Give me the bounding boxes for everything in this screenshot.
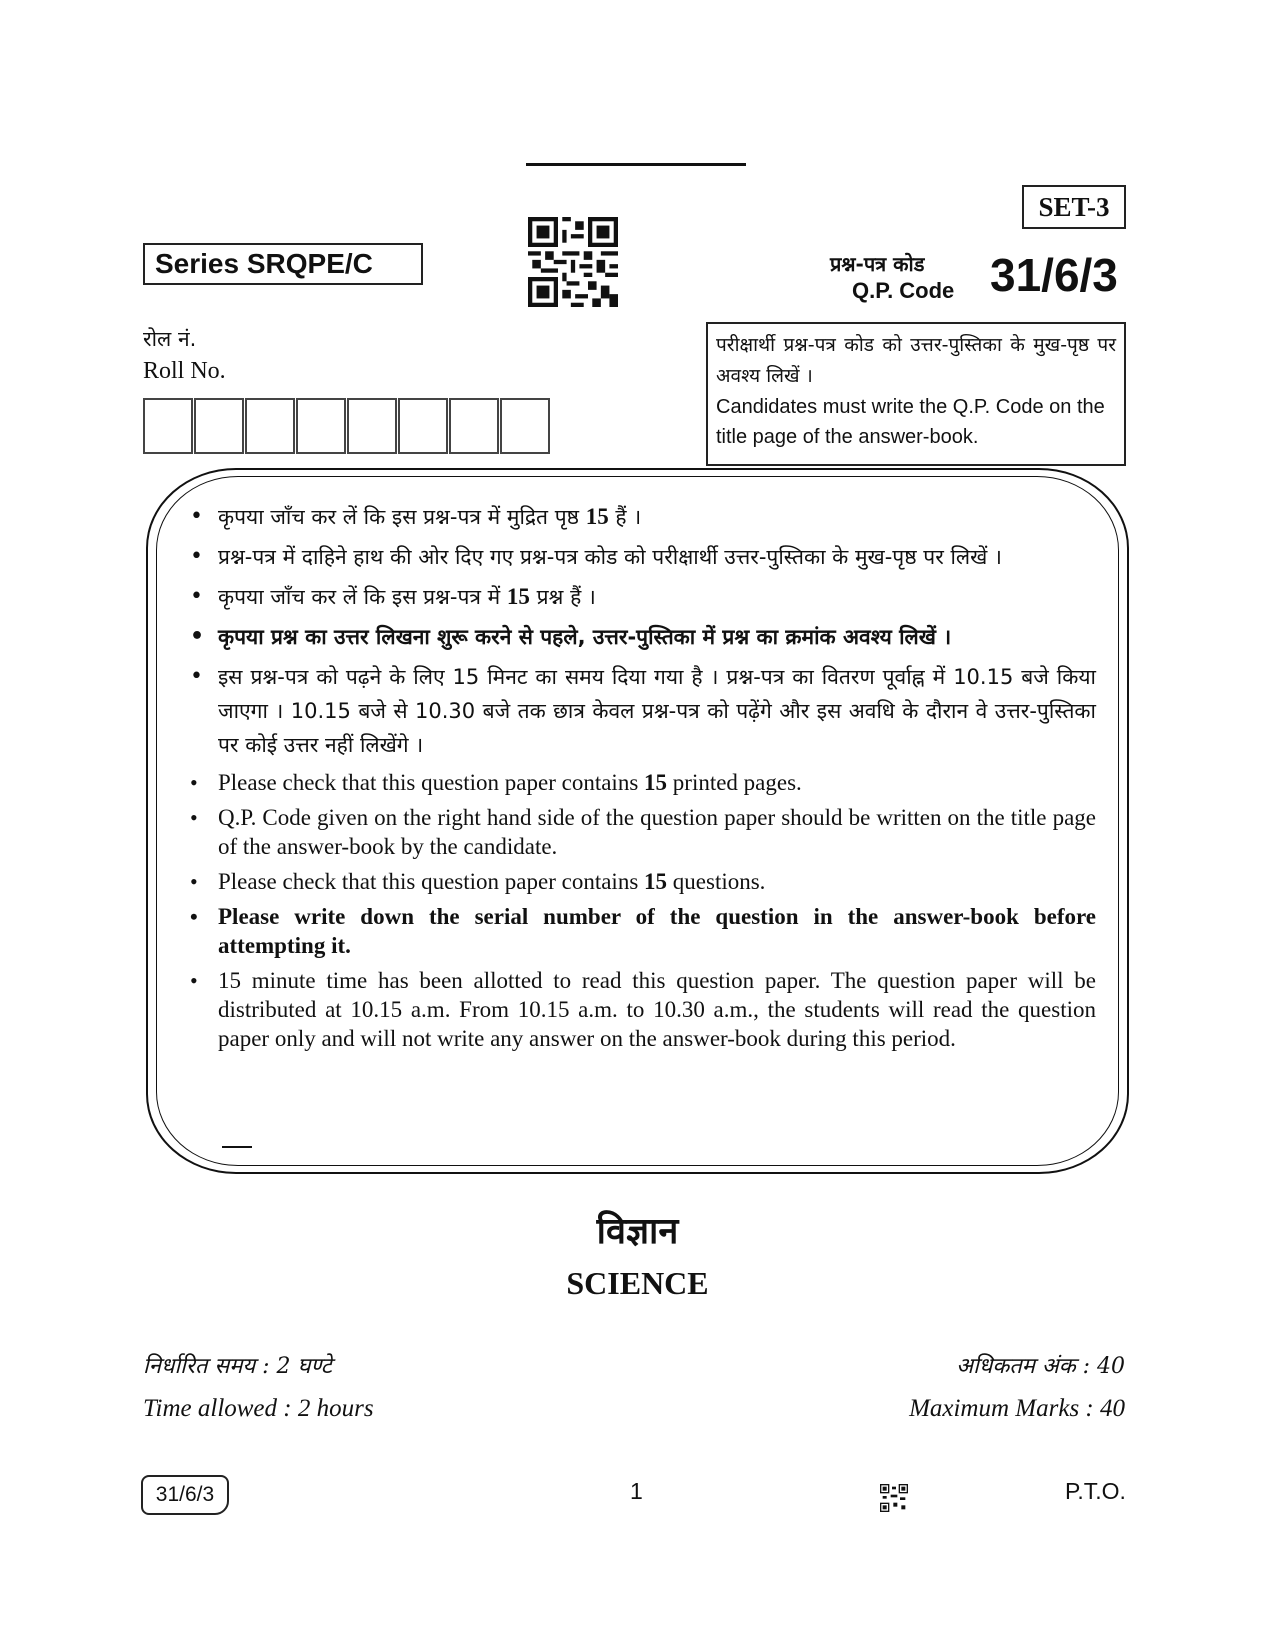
instruction-number: 15	[644, 770, 668, 795]
series-label: Series SRQPE/C	[143, 243, 423, 285]
roll-cell[interactable]	[500, 398, 550, 454]
qp-code: 31/6/3	[990, 249, 1118, 301]
roll-cell[interactable]	[245, 398, 295, 454]
instruction-text: प्रश्न हैं ।	[529, 585, 596, 609]
instructions-list	[186, 500, 1096, 1059]
instruction-text: Please check that this question paper contains	[218, 869, 645, 894]
instruction-item: • प्रश्न-पत्र में दाहिने हाथ की ओर दिए गए प्रश्न-पत्र कोड को परीक्षार्थी उत्तर-पुस्तिका के मुख-पृष्ठ पर लिखें ।	[186, 540, 1096, 574]
qp-code-label-hindi: प्रश्न-पत्र कोड	[830, 252, 925, 276]
instruction-item	[186, 580, 1096, 614]
notice-english: Candidates must write the Q.P. Code on the title page of the answer-book.	[716, 396, 1105, 448]
maximum-marks: Maximum Marks : 40	[909, 1395, 1125, 1422]
please-turn-over: P.T.O.	[1065, 1478, 1126, 1504]
maximum-marks-hindi: अधिकतम अंक : 40	[956, 1354, 1125, 1379]
instruction-item: • Please write down the serial number of the question in the answer-book before attempting it.	[186, 902, 1096, 960]
roll-cell[interactable]	[143, 398, 193, 454]
instruction-item: • कृपया प्रश्न का उत्तर लिखना शुरू करने से पहले, उत्तर-पुस्तिका में प्रश्न का क्रमांक अवश्य लिखें ।	[186, 620, 1096, 654]
subject-title: SCIENCE	[566, 1265, 709, 1301]
roll-cell[interactable]	[449, 398, 499, 454]
time-allowed-hindi: निर्धारित समय : 2 घण्टे	[143, 1354, 332, 1379]
instruction-number: 15	[585, 504, 609, 529]
top-rule	[526, 163, 746, 166]
instruction-item	[186, 768, 1096, 797]
roll-cell[interactable]	[194, 398, 244, 454]
qr-code-icon	[528, 217, 618, 307]
instruction-text: हैं ।	[608, 505, 642, 529]
instruction-item: • Q.P. Code given on the right hand side of the question paper should be written on the title page of the answer-book by the candidate.	[186, 803, 1096, 861]
instruction-item	[186, 867, 1096, 896]
instruction-text: questions.	[667, 869, 766, 894]
qp-code-label: Q.P. Code	[852, 278, 955, 303]
instruction-text: कृपया जाँच कर लें कि इस प्रश्न-पत्र में मुद्रित पृष्ठ	[218, 505, 586, 529]
footer-qr-icon	[880, 1484, 908, 1512]
footer-qp-code: 31/6/3	[141, 1475, 229, 1515]
roll-cell[interactable]	[398, 398, 448, 454]
instruction-item: • इस प्रश्न-पत्र को पढ़ने के लिए 15 मिनट का समय दिया गया है । प्रश्न-पत्र का वितरण पूर्वाह्न में 10.15 बजे किया जाएगा । 10.15 बजे से 10.30 बजे तक छात्र केवल प्रश्न-पत्र को पढ़ेंगे और इस अवधि के दौरान वे उत्तर-पुस्तिका पर कोई उत्तर नहीं लिखेंगे ।	[186, 660, 1096, 762]
page-number: 1	[630, 1478, 643, 1504]
qp-code-notice	[706, 322, 1126, 466]
instruction-text: printed pages.	[667, 770, 802, 795]
instruction-item	[186, 500, 1096, 534]
time-allowed: Time allowed : 2 hours	[143, 1395, 374, 1422]
subject-title-hindi: विज्ञान	[596, 1211, 679, 1252]
instructions-end-dash	[222, 1146, 252, 1148]
set-label: SET-3	[1022, 185, 1126, 229]
instruction-number: 15	[644, 869, 668, 894]
notice-hindi: परीक्षार्थी प्रश्न-पत्र कोड को उत्तर-पुस्तिका के मुख-पृष्ठ पर अवश्य लिखें ।	[716, 334, 1116, 387]
roll-label: Roll No.	[143, 358, 226, 384]
roll-cell[interactable]	[296, 398, 346, 454]
instruction-item: • 15 minute time has been allotted to read this question paper. The question paper will be distributed at 10.15 a.m. From 10.15 a.m. to 10.30 a.m., the students will read the question paper only and will not write any answer on the answer-book during this period.	[186, 966, 1096, 1053]
roll-number-boxes	[143, 398, 551, 454]
instruction-number: 15	[506, 584, 530, 609]
roll-label-hindi: रोल नं.	[143, 327, 197, 351]
instruction-text: Please check that this question paper contains	[218, 770, 645, 795]
roll-cell[interactable]	[347, 398, 397, 454]
instruction-text: कृपया जाँच कर लें कि इस प्रश्न-पत्र में	[218, 585, 507, 609]
